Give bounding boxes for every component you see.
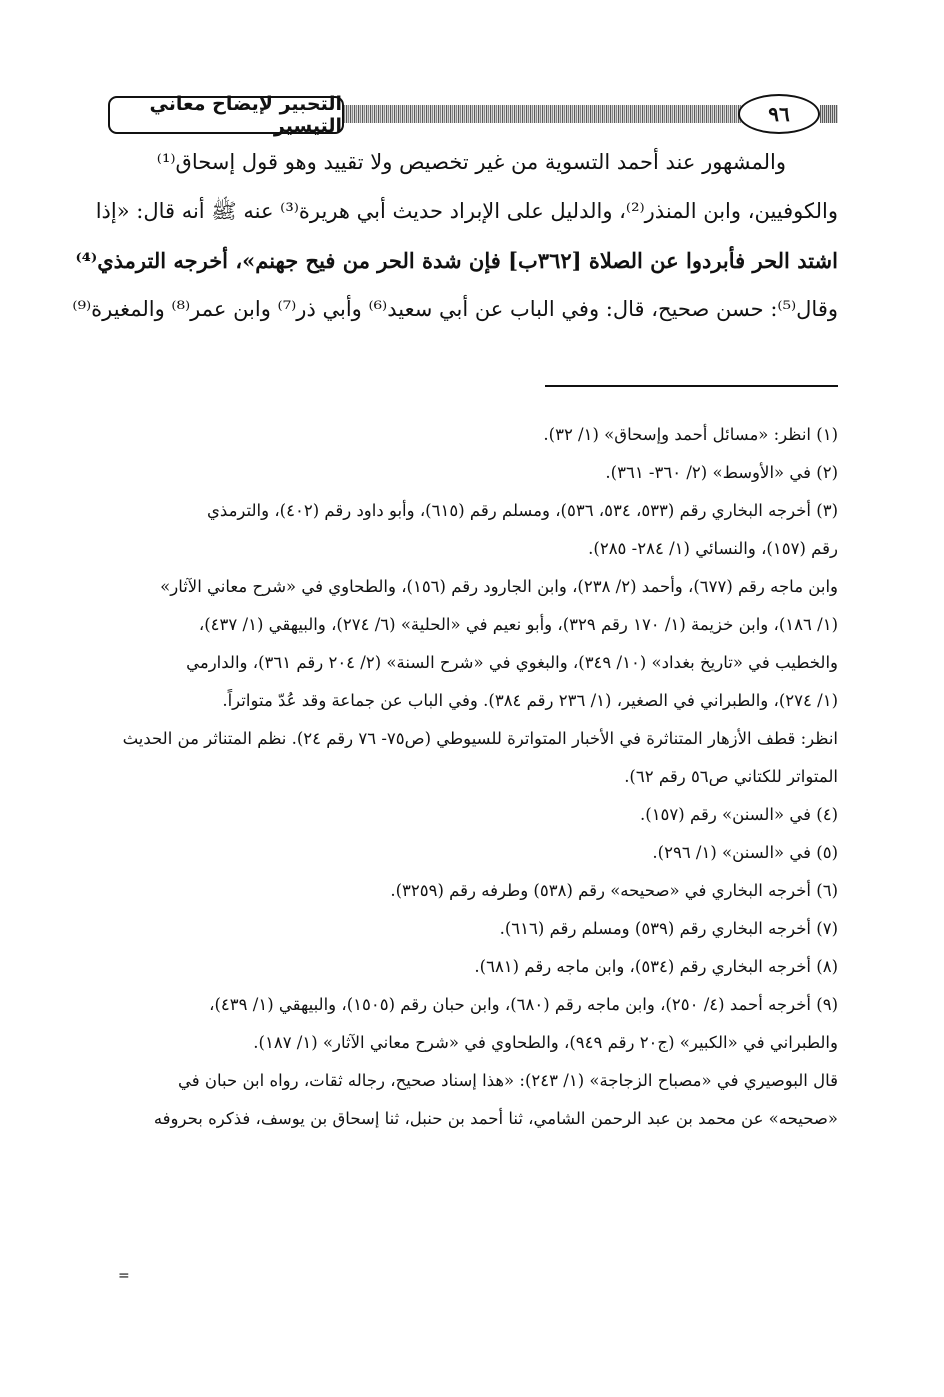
footnote-line: (١/ ٢٧٤)، والطبراني في الصغير، (١/ ٢٣٦ رقم ٣٨٤). وفي الباب عن جماعة وقد عُدّ متواتراً. (222, 691, 838, 710)
body-line: والكوفيين، وابن المنذر⁽²⁾، والدليل على الإبراد حديث أبي هريرة⁽³⁾ عنه ﷺ أنه قال: «إذا (95, 199, 838, 223)
footnote-line: (٤) في «السنن» رقم (١٥٧). (640, 805, 838, 824)
footnote-line: «صحيحه» عن محمد بن عبد الرحمن الشامي، ثنا أحمد بن حنبل، ثنا إسحاق بن يوسف، فذكره بحروفه (153, 1109, 838, 1128)
footnote-line: (٩) أخرجه أحمد (٤/ ٢٥٠)، وابن ماجه رقم (٦٨٠)، وابن حبان رقم (١٥٠٥)، والبيهقي (١/ ٤٣٩)، (209, 995, 838, 1014)
footnotes (108, 416, 838, 1138)
body-line: وقال⁽⁵⁾: حسن صحيح، قال: وفي الباب عن أبي سعيد⁽⁶⁾ وأبي ذر⁽⁷⁾ وابن عمر⁽⁸⁾ والمغيرة⁽⁹⁾ (72, 297, 838, 321)
footnote-line: والخطيب في «تاريخ بغداد» (١٠/ ٣٤٩)، والبغوي في «شرح السنة» (٢/ ٢٠٤ رقم ٣٦١)، والدارمي (186, 653, 838, 672)
body-line-hadith: اشتد الحر فأبردوا عن الصلاة [٣٦٢ب] فإن شدة الحر من فيح جهنم»، أخرجه الترمذي⁽⁴⁾ (75, 248, 838, 273)
footnote-line: المتواتر للكتاني ص٥٦ رقم ٦٢). (624, 767, 838, 786)
footnote-line: (٧) أخرجه البخاري رقم (٥٣٩) ومسلم رقم (٦١٦). (499, 919, 838, 938)
book-title: التحبير لإيضاح معاني التيسير (108, 96, 344, 134)
footnote-line: قال البوصيري في «مصباح الزجاجة» (١/ ٢٤٣): «هذا إسناد صحيح، رجاله ثقات، رواه ابن حبان في (178, 1071, 838, 1090)
main-text (72, 138, 838, 334)
footnote-line: والطبراني في «الكبير» (ج٢٠ رقم ٩٤٩)، والطحاوي في «شرح معاني الآثار» (١/ ١٨٧). (253, 1033, 838, 1052)
footnote-line: (٦) أخرجه البخاري في «صحيحه» رقم (٥٣٨) وطرفه رقم (٣٢٥٩). (390, 881, 838, 900)
continuation-mark: = (118, 1268, 130, 1284)
page-header (108, 92, 838, 138)
footnote-line: (٢) في «الأوسط» (٢/ ٣٦٠- ٣٦١). (605, 463, 838, 482)
footnote-line: (٥) في «السنن» (١/ ٢٩٦). (652, 843, 838, 862)
page-number: ٩٦ (738, 94, 820, 134)
footnote-line: (١/ ١٨٦)، وابن خزيمة (١/ ١٧٠ رقم ٣٢٩)، وأبو نعيم في «الحلية» (٦/ ٢٧٤)، والبيهقي (١/ ٤٣٧)، (198, 615, 838, 634)
header-decorative-band-end (820, 105, 838, 123)
footnote-line: (٣) أخرجه البخاري رقم (٥٣٣، ٥٣٤، ٥٣٦)، ومسلم رقم (٦١٥)، وأبو داود رقم (٤٠٢)، والترمذي (207, 501, 838, 520)
header-decorative-band (338, 105, 743, 123)
footnote-line: رقم (١٥٧)، والنسائي (١/ ٢٨٤- ٢٨٥). (588, 539, 838, 558)
footnote-separator (545, 385, 838, 387)
body-line: والمشهور عند أحمد التسوية من غير تخصيص ولا تقييد وهو قول إسحاق⁽¹⁾ (156, 150, 786, 174)
footnote-line: وابن ماجه رقم (٦٧٧)، وأحمد (٢/ ٢٣٨)، وابن الجارود رقم (١٥٦)، والطحاوي في «شرح معاني الآثار» (160, 577, 838, 596)
footnote-line: (٨) أخرجه البخاري رقم (٥٣٤)، وابن ماجه رقم (٦٨١). (474, 957, 838, 976)
footnote-line: انظر: قطف الأزهار المتناثرة في الأخبار المتواترة للسيوطي (ص٧٥- ٧٦ رقم ٢٤). نظم المتناثر من الحديث (122, 729, 838, 748)
footnote-line: (١) انظر: «مسائل أحمد وإسحاق» (١/ ٣٢). (543, 425, 838, 444)
